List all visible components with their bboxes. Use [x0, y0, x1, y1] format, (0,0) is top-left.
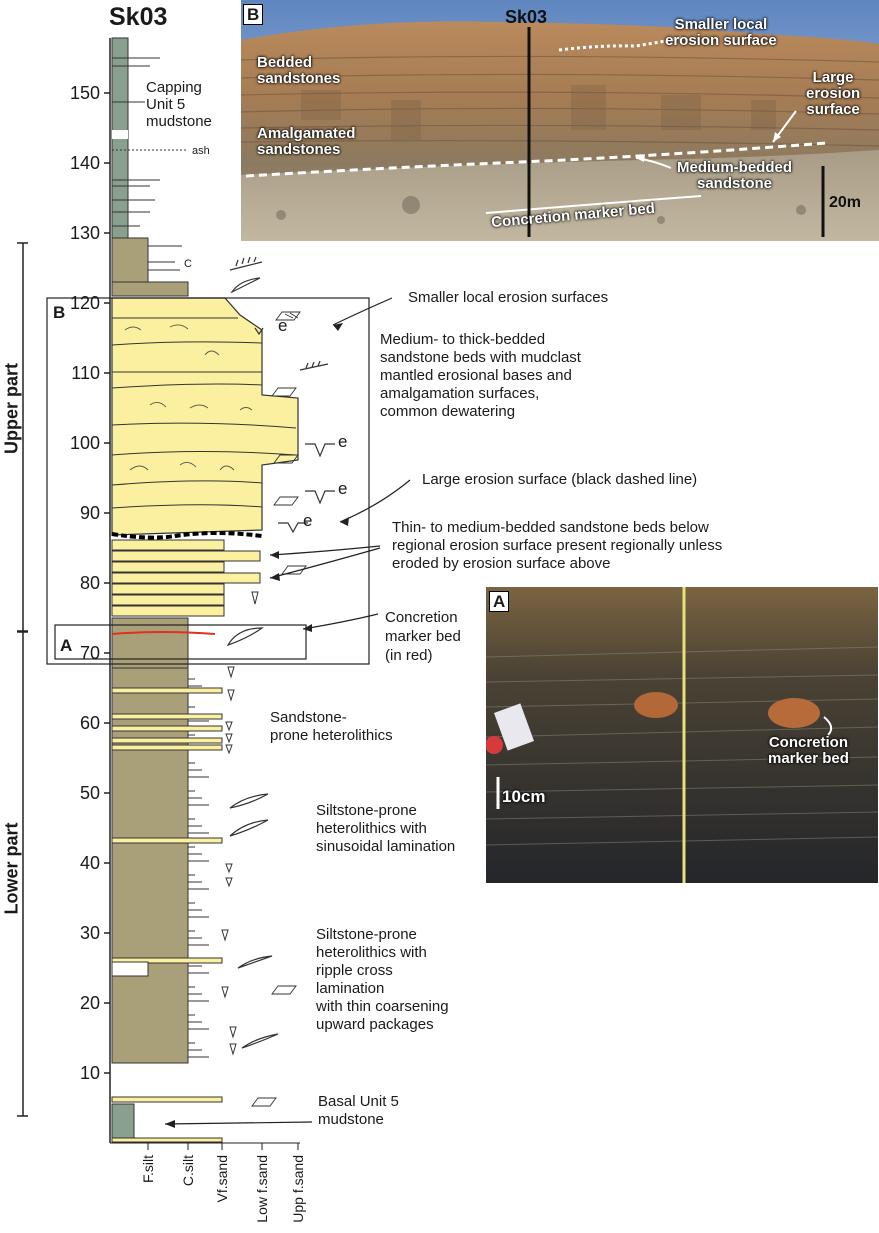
photo-a-tag: A	[489, 591, 509, 612]
siltrip-line3: ripple cross	[316, 962, 393, 979]
siltstone-ripple-annotation	[316, 926, 449, 1034]
depth-tick-label: 80	[79, 573, 100, 593]
photo-b-amalg-line2: sandstones	[257, 141, 341, 158]
photo-b-scale-label: 20m	[829, 194, 862, 211]
photo-b-medbed-line1: Medium-bedded	[677, 159, 792, 176]
basal-line1: Basal Unit 5	[318, 1093, 399, 1110]
capping-line1: Capping	[146, 79, 202, 96]
photo-a-concretion-line2: marker bed	[768, 750, 849, 767]
photo-a-concretion-line1: Concretion	[768, 734, 849, 751]
photo-b-bedded-line2: sandstones	[257, 70, 341, 87]
erosion-mark-4: e	[303, 511, 313, 530]
siltrip-line5: with thin coarsening	[316, 998, 449, 1015]
sandhet-line2: prone heterolithics	[270, 727, 393, 744]
photo-b-tag: B	[243, 4, 263, 25]
thin-sandstone-beds	[112, 540, 260, 616]
photo-b-smaller-line1: Smaller local	[674, 16, 768, 33]
basal-mudstone-bed	[112, 1104, 134, 1140]
capping-line3: mudstone	[146, 113, 212, 130]
medthick-line4: amalgamation surfaces,	[380, 385, 540, 402]
thin-line2: regional erosion surface present regionally unless	[392, 537, 723, 554]
thick-sandstone-package	[112, 298, 298, 535]
siltsin-line2: heterolithics with	[316, 820, 427, 837]
concretion-line1: Concretion	[385, 609, 458, 626]
depth-tick-label: 150	[69, 83, 100, 103]
concretion-annotation	[385, 608, 461, 665]
grain-size-label: F.silt	[140, 1155, 156, 1183]
depth-tick-label: 10	[79, 1063, 100, 1083]
medthick-line1: Medium- to thick-bedded	[380, 331, 546, 348]
sandstone-heterolithics-annotation	[270, 709, 393, 745]
box-a-tag: A	[60, 636, 73, 655]
erosion-mark-1: e	[278, 316, 288, 335]
depth-tick-label: 30	[79, 923, 100, 943]
box-b-tag: B	[50, 303, 68, 322]
thin-line1: Thin- to medium-bedded sandstone beds below	[392, 519, 709, 536]
depth-axis-ticks	[104, 93, 110, 1073]
photo-a-scale-label: 10cm	[502, 787, 546, 806]
thin-line3: eroded by erosion surface above	[392, 555, 611, 572]
photo-b-bedded-line1: Bedded	[257, 54, 313, 71]
depth-tick-label: 110	[71, 363, 100, 383]
siltsin-line1: Siltstone-prone	[316, 802, 417, 819]
photo-b-amalg-line1: Amalgamated	[257, 125, 356, 142]
depth-tick-label: 50	[79, 783, 100, 803]
basal-line2: mudstone	[318, 1111, 384, 1128]
capping-mudstone-annotation	[146, 79, 212, 130]
siltrip-line1: Siltstone-prone	[316, 926, 417, 943]
photo-b-medbed-line2: sandstone	[696, 175, 772, 192]
depth-tick-label: 70	[79, 643, 100, 663]
depth-tick-label: 20	[79, 993, 100, 1013]
depth-tick-label: 120	[69, 293, 100, 313]
depth-tick-label: 100	[69, 433, 100, 453]
smaller-erosion-annotation: Smaller local erosion surfaces	[408, 289, 609, 306]
siltstone-sinusoidal-annotation	[316, 802, 455, 856]
photo-b-concretion-label: Concretion marker bed	[490, 199, 656, 232]
depth-tick-label: 40	[79, 853, 100, 873]
depth-tick-label: 130	[69, 223, 100, 243]
basal-mudstone-annotation	[318, 1093, 399, 1129]
concretion-line2: marker bed	[385, 628, 461, 645]
upper-part-label: Upper part	[1, 363, 22, 455]
grain-size-label: Vf.sand	[214, 1155, 230, 1203]
large-erosion-annotation: Large erosion surface (black dashed line)	[422, 471, 698, 488]
photo-b-large-line1: Large	[812, 69, 854, 86]
sandhet-line1: Sandstone-	[270, 709, 347, 726]
heterolithic-bed-upper	[112, 238, 148, 286]
depth-tick-label: 60	[79, 713, 100, 733]
lower-part-label: Lower part	[1, 822, 22, 915]
siltrip-line4: lamination	[316, 980, 385, 997]
medthick-line3: mantled erosional bases and	[380, 367, 572, 384]
erosion-mark-3: e	[338, 479, 348, 498]
depth-tick-label: 90	[79, 503, 100, 523]
concretion-line3: (in red)	[385, 647, 433, 664]
medthick-line2: sandstone beds with mudclast	[380, 349, 581, 366]
capping-line2: Unit 5	[146, 96, 186, 113]
c-mark: C	[184, 258, 192, 270]
grain-size-label: Low f.sand	[254, 1155, 270, 1223]
siltrip-line6: upward packages	[316, 1016, 434, 1033]
photo-b-log-label: Sk03	[505, 7, 548, 27]
grain-size-label: C.silt	[180, 1155, 196, 1187]
erosion-mark-2: e	[338, 432, 348, 451]
grain-size-label: Upp f.sand	[290, 1155, 306, 1223]
photo-b-smaller-line2: erosion surface	[665, 32, 777, 49]
photo-b-large-line3: surface	[806, 101, 860, 118]
thin-medium-annotation	[392, 519, 722, 573]
photo-b-large-line2: erosion	[806, 85, 861, 102]
ash-label: ash	[192, 145, 210, 157]
siltsin-line3: sinusoidal lamination	[316, 838, 456, 855]
siltrip-line2: heterolithics with	[316, 944, 427, 961]
depth-tick-label: 140	[69, 153, 100, 173]
log-title: Sk03	[109, 3, 168, 31]
medium-thick-annotation	[380, 331, 581, 421]
medthick-line5: common dewatering	[380, 403, 516, 420]
